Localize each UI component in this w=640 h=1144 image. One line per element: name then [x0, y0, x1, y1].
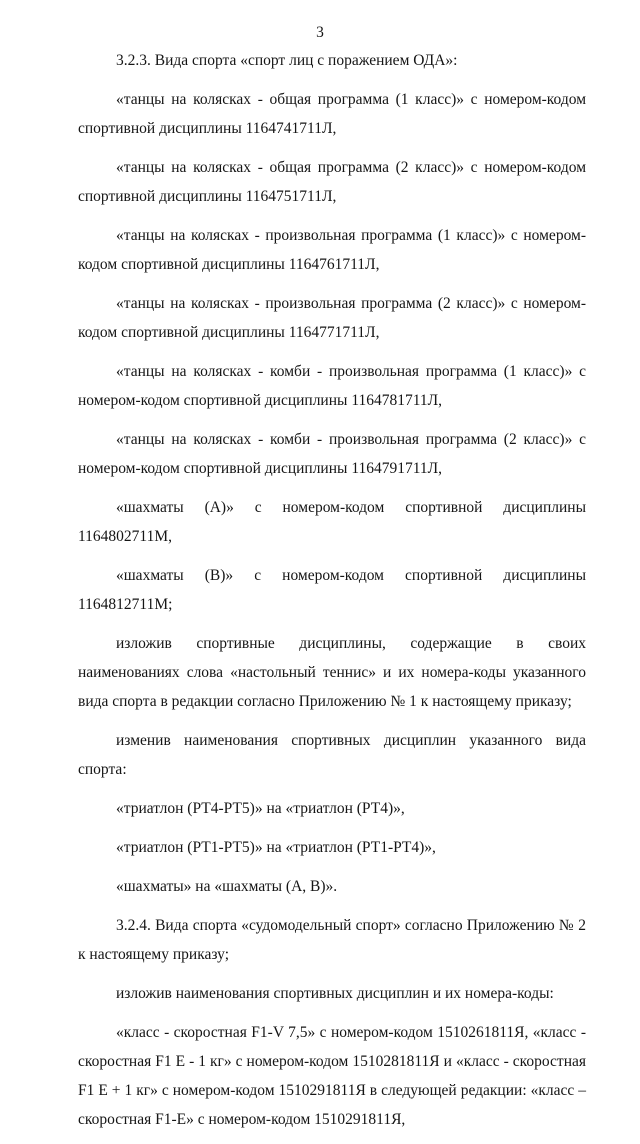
paragraph-item: изменив наименования спортивных дисциплин указанного вида спорта:: [78, 732, 586, 778]
paragraph-item: «класс - скоростная F1-V 7,5» с номером-кодом 1510261811Я, «класс - скоростная F1 E - 1 кг» с номером-кодом 1510281811Я и «класс - скоростная F1 E + 1 кг» с номером-кодом 1510291811Я в следующей редакции: «класс – скоростная F1-E» с номером-кодом 1510291811Я,: [78, 1024, 586, 1128]
paragraph-section-3-2-4-heading: 3.2.4. Вида спорта «судомодельный спорт» согласно Приложению № 2 к настоящему приказу;: [78, 917, 586, 963]
paragraph-item: «триатлон (РТ1-РТ5)» на «триатлон (РТ1-РТ4)»,: [116, 839, 436, 856]
paragraph-item: изложив наименования спортивных дисциплин и их номера-коды:: [116, 985, 554, 1002]
paragraph-item: «шахматы (В)» с номером-кодом спортивной дисциплины 1164812711М;: [78, 567, 586, 613]
paragraph-item: «танцы на колясках - произвольная программа (1 класс)» с номером-кодом спортивной дисциплины 1164761711Л,: [78, 227, 586, 273]
document-body: [78, 46, 586, 1144]
paragraph-item: изложив спортивные дисциплины, содержащие в своих наименованиях слова «настольный теннис» и их номера-коды указанного вида спорта в редакции согласно Приложению № 1 к настоящему приказу;: [78, 635, 586, 710]
paragraph-item: «танцы на колясках - общая программа (1 класс)» с номером-кодом спортивной дисциплины 1164741711Л,: [78, 91, 586, 137]
page-number: 3: [316, 24, 324, 41]
paragraph-item: «танцы на колясках - общая программа (2 класс)» с номером-кодом спортивной дисциплины 1164751711Л,: [78, 159, 586, 205]
paragraph-item: «танцы на колясках - комби - произвольная программа (1 класс)» с номером-кодом спортивной дисциплины 1164781711Л,: [78, 363, 586, 409]
paragraph-item: «триатлон (РТ4-РТ5)» на «триатлон (РТ4)»,: [116, 800, 405, 817]
paragraph-section-3-2-3-heading: 3.2.3. Вида спорта «спорт лиц с поражением ОДА»:: [116, 52, 458, 69]
paragraph-item: «танцы на колясках - комби - произвольная программа (2 класс)» с номером-кодом спортивной дисциплины 1164791711Л,: [78, 431, 586, 477]
paragraph-item: «шахматы» на «шахматы (А, В)».: [116, 878, 338, 895]
paragraph-item: «танцы на колясках - произвольная программа (2 класс)» с номером-кодом спортивной дисциплины 1164771711Л,: [78, 295, 586, 341]
paragraph-item: «шахматы (А)» с номером-кодом спортивной дисциплины 1164802711М,: [78, 499, 586, 545]
